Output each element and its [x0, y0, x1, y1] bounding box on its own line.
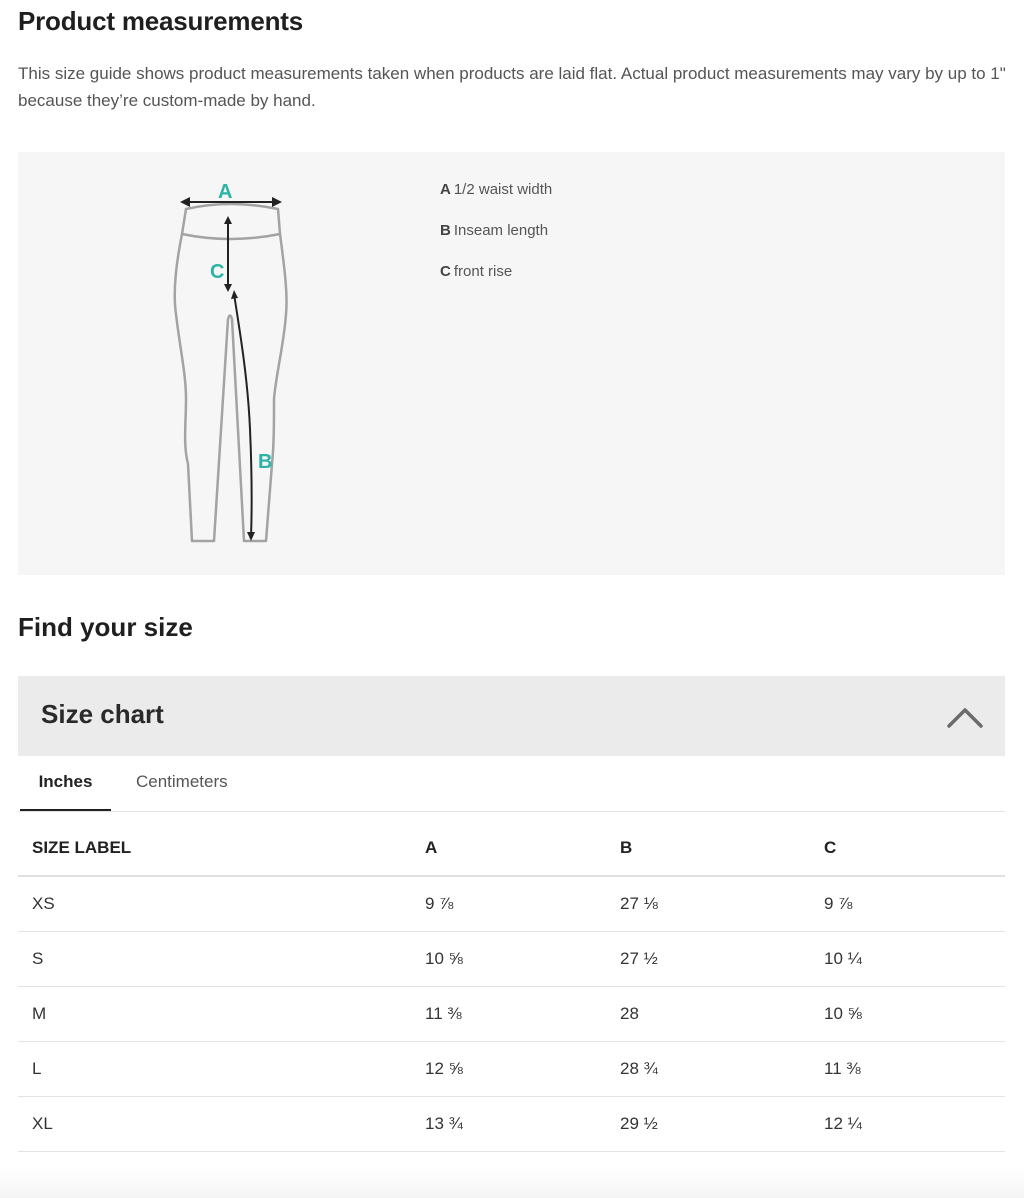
column-header: A: [411, 820, 606, 876]
tab-inches[interactable]: Inches: [20, 756, 111, 811]
size-table: [18, 820, 1005, 1152]
measurement-legend: [440, 180, 552, 303]
size-chart-title: Size chart: [41, 699, 164, 729]
table-cell: M: [18, 986, 411, 1041]
table-cell: 10 ⅝: [411, 931, 606, 986]
diagram-label-b: B: [258, 451, 273, 473]
table-cell: 28 ¾: [606, 1041, 810, 1096]
page-title: Product measurements: [18, 6, 303, 36]
table-cell: 10 ⅝: [810, 986, 1005, 1041]
page-bottom-edge: [0, 1168, 1024, 1198]
table-cell: 10 ¼: [810, 931, 1005, 986]
measurement-diagram-panel: [18, 152, 1005, 575]
diagram-label-a: A: [218, 181, 233, 203]
leggings-outline: [175, 234, 287, 541]
table-cell: XL: [18, 1096, 411, 1151]
legend-text: 1/2 waist width: [453, 181, 553, 198]
column-header: B: [606, 820, 810, 876]
legend-letter: A: [440, 181, 451, 198]
table-cell: 28: [606, 986, 810, 1041]
tab-centimeters[interactable]: Centimeters: [136, 772, 228, 791]
unit-tabs: [18, 756, 1005, 812]
table-row: [18, 986, 1005, 1041]
legend-item-c: [440, 262, 552, 303]
table-cell: 11 ⅜: [411, 986, 606, 1041]
table-cell: 13 ¾: [411, 1096, 606, 1151]
table-header-row: [18, 820, 1005, 876]
legend-letter: B: [440, 222, 451, 239]
column-header: C: [810, 820, 1005, 876]
table-row: [18, 931, 1005, 986]
legend-letter: C: [440, 263, 451, 280]
leggings-diagram: [168, 174, 328, 554]
table-cell: 27 ⅛: [606, 876, 810, 931]
find-your-size-heading: Find your size: [18, 612, 193, 642]
table-cell: 27 ½: [606, 931, 810, 986]
arrow-c: [224, 216, 232, 292]
table-row: [18, 1096, 1005, 1151]
legend-text: Inseam length: [453, 222, 549, 239]
table-row: [18, 1041, 1005, 1096]
table-cell: 12 ⅝: [411, 1041, 606, 1096]
diagram-label-c: C: [210, 261, 225, 283]
legend-item-a: [440, 180, 552, 221]
size-guide-description: This size guide shows product measurements taken when products are laid flat. Actual product measurements may vary by up to 1" because they’re custom-made by hand.: [18, 64, 1006, 110]
table-cell: XS: [18, 876, 411, 931]
legend-text: front rise: [453, 263, 513, 280]
chevron-up-icon[interactable]: [945, 700, 985, 732]
size-chart-accordion-header[interactable]: [18, 676, 1005, 756]
table-cell: 12 ¼: [810, 1096, 1005, 1151]
table-cell: 29 ½: [606, 1096, 810, 1151]
table-cell: 9 ⅞: [411, 876, 606, 931]
table-cell: 9 ⅞: [810, 876, 1005, 931]
table-cell: L: [18, 1041, 411, 1096]
table-row: [18, 876, 1005, 931]
table-cell: 11 ⅜: [810, 1041, 1005, 1096]
table-cell: S: [18, 931, 411, 986]
waistband-outline: [182, 204, 280, 239]
column-header: SIZE LABEL: [18, 820, 411, 876]
legend-item-b: [440, 221, 552, 262]
